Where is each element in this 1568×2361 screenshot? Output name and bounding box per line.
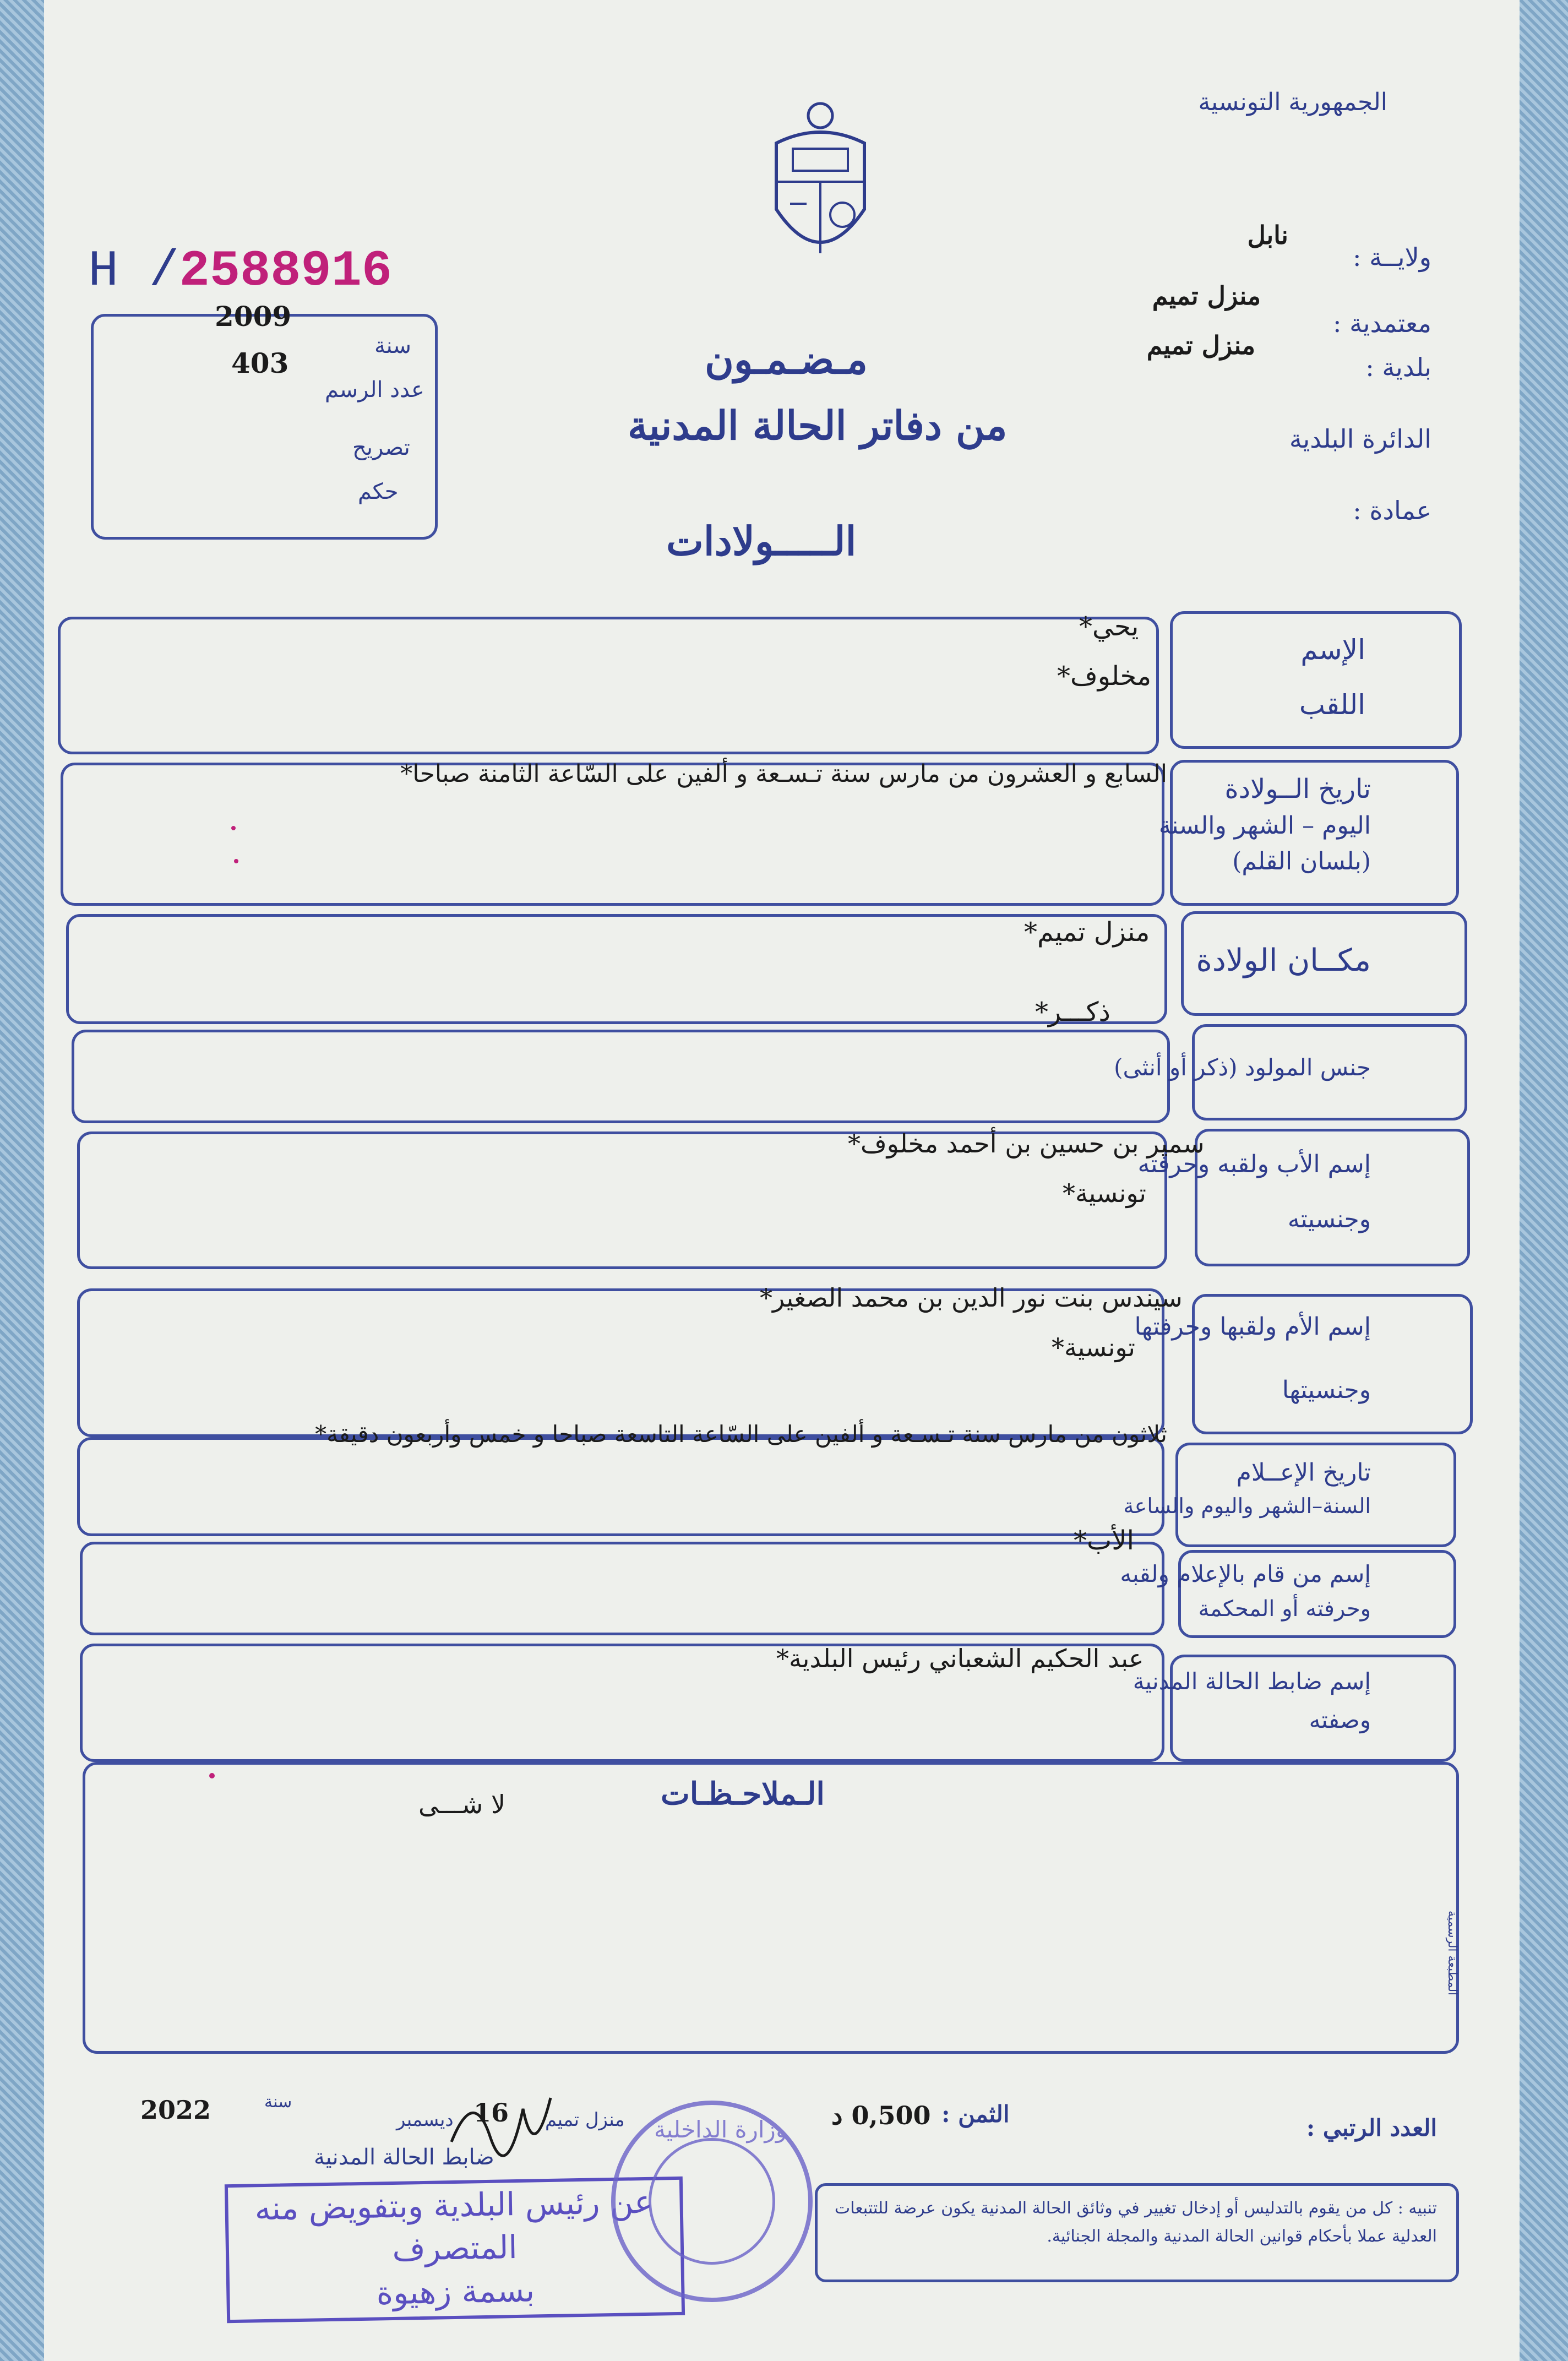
title-subtitle: من دفاتر الحالة المدنية bbox=[628, 402, 1008, 449]
mother-sublabel: وجنسيتها bbox=[1282, 1376, 1371, 1404]
ministry-round-stamp bbox=[611, 2101, 813, 2302]
register-judgment-label: حكم bbox=[358, 479, 399, 504]
father-value: سمير بن حسين بن أحمد مخلوف* bbox=[848, 1129, 1205, 1158]
ink-dot bbox=[231, 826, 236, 830]
footer-officer: ضابط الحالة المدنية bbox=[314, 2145, 494, 2170]
birth-place-label: مكــان الولادة bbox=[1196, 943, 1371, 978]
footer-year-label: سنة bbox=[264, 2092, 292, 2112]
ink-dot bbox=[234, 859, 238, 863]
register-number-value: 403 bbox=[231, 347, 289, 379]
birth-date-sublabel-2: (بلسان القلم) bbox=[1232, 847, 1371, 875]
first-name-value: يحي* bbox=[1079, 611, 1139, 642]
price-label: الثمن : bbox=[941, 2101, 1010, 2128]
sex-value-box bbox=[72, 1030, 1170, 1123]
declarant-sublabel: وحرفته أو المحكمة bbox=[1198, 1596, 1371, 1622]
title-madmoun: مـضـمـون bbox=[705, 336, 868, 383]
birth-place-value-box bbox=[66, 914, 1167, 1024]
declaration-date-sublabel: السنة–الشهر واليوم والساعة bbox=[1123, 1494, 1371, 1518]
officer-value: عبد الحكيم الشعباني رئيس البلدية* bbox=[776, 1644, 1144, 1673]
surname-value: مخلوف* bbox=[1057, 661, 1152, 692]
wilaya-value: نابل bbox=[1247, 220, 1288, 250]
round-stamp-text: وزارة الداخلية bbox=[654, 2116, 787, 2143]
stamp-inner-ring bbox=[649, 2138, 775, 2265]
baladiya-value: منزل تميم bbox=[1146, 330, 1255, 360]
surname-label: اللقب bbox=[1299, 689, 1365, 721]
baladiya-label: بلدية : bbox=[1365, 352, 1431, 382]
declarant-label: إسم من قام بالإعلام ولقبه bbox=[1120, 1560, 1371, 1587]
remarks-label: الـملاحـظـات bbox=[661, 1776, 825, 1812]
signature-icon bbox=[440, 2076, 562, 2186]
birth-place-value: منزل تميم* bbox=[1024, 917, 1150, 948]
stamp-line-1: عن رئيس البلدية وبتفويض منه bbox=[254, 2183, 654, 2228]
mutamadiya-value: منزل تميم bbox=[1152, 281, 1261, 311]
declarant-value: الأب* bbox=[1074, 1525, 1134, 1556]
sex-value: ذكـــر* bbox=[1035, 997, 1110, 1027]
wilaya-label: ولايــة : bbox=[1353, 242, 1431, 272]
republic-label: الجمهورية التونسية bbox=[1198, 88, 1387, 116]
footer-day: 16 bbox=[473, 2098, 509, 2128]
birth-certificate-page bbox=[44, 0, 1520, 2361]
declarant-value-box bbox=[80, 1542, 1164, 1635]
serial-number bbox=[88, 242, 392, 300]
register-number-label: عدد الرسم bbox=[325, 377, 424, 402]
father-nationality-value: تونسية* bbox=[1063, 1178, 1146, 1208]
footer-year: 2022 bbox=[140, 2095, 211, 2125]
stamp-line-2: المتصرف bbox=[391, 2228, 518, 2268]
mutamadiya-label: معتمدية : bbox=[1332, 308, 1431, 338]
daira-label: الدائرة البلدية bbox=[1289, 424, 1431, 454]
tunisia-coat-of-arms-icon bbox=[760, 99, 881, 281]
officer-label: إسم ضابط الحالة المدنية bbox=[1133, 1668, 1371, 1695]
warning-text: تنبيه : كل من يقوم بالتدليس أو إدخال تغيير في وثائق الحالة المدنية يكون عرضة للتتبعات العدلية عملا بأحكام قوانين الحالة المدنية والمجلة الجنائية. bbox=[834, 2199, 1437, 2246]
stamp-line-3: بسمة زهيوة bbox=[376, 2271, 535, 2312]
serial-prefix: H / bbox=[88, 242, 179, 300]
name-value-box bbox=[58, 617, 1159, 754]
declaration-date-label: تاريخ الإعــلام bbox=[1236, 1459, 1371, 1487]
birth-date-label: تاريخ الــولادة bbox=[1224, 774, 1371, 804]
register-year-label: سنة bbox=[374, 333, 412, 358]
remarks-value: لا شـــى bbox=[418, 1789, 506, 1819]
footer-place: منزل تميم bbox=[545, 2109, 625, 2131]
serial-value: 2588916 bbox=[179, 242, 393, 300]
title-births: الـــــولادات bbox=[666, 518, 857, 564]
register-declaration-label: تصريح bbox=[352, 435, 410, 460]
mother-value: سيندس بنت نور الدين بن محمد الصغير* bbox=[760, 1283, 1183, 1313]
name-label: الإسم bbox=[1300, 634, 1365, 666]
price-value: 0,500 د bbox=[831, 2101, 931, 2130]
father-label: إسم الأب ولقبه وحرفته bbox=[1137, 1150, 1371, 1178]
father-sublabel: وجنسيته bbox=[1287, 1205, 1371, 1233]
declaration-date-value-box bbox=[77, 1437, 1164, 1536]
birth-date-sublabel: اليوم – الشهر والسنة bbox=[1158, 812, 1371, 840]
ink-dot bbox=[209, 1773, 215, 1778]
sex-label: جنس المولود (ذكر أو أنثى) bbox=[1114, 1054, 1371, 1081]
mother-label: إسم الأم ولقبها وحرفتها bbox=[1134, 1313, 1371, 1341]
footer-month: ديسمبر bbox=[396, 2109, 454, 2131]
officer-sublabel: وصفته bbox=[1309, 1706, 1371, 1733]
birth-date-value: السابع و العشرون من مارس سنة تـسـعة و ألفين على السّاعة الثامنة صباحا* bbox=[400, 760, 1167, 788]
footer-serial-label: العدد الرتبي : bbox=[1306, 2114, 1437, 2141]
declaration-date-value: ثلاثون من مارس سنة تـسـعة و ألفين على السّاعة التاسعة صباحا و خمس وأربعون دقيقة* bbox=[315, 1421, 1167, 1448]
imada-label: عمادة : bbox=[1353, 496, 1431, 525]
mother-nationality-value: تونسية* bbox=[1052, 1332, 1135, 1362]
register-year-value: 2009 bbox=[215, 300, 292, 333]
printer-label: المطبعة الرسمية bbox=[1445, 1911, 1459, 1996]
